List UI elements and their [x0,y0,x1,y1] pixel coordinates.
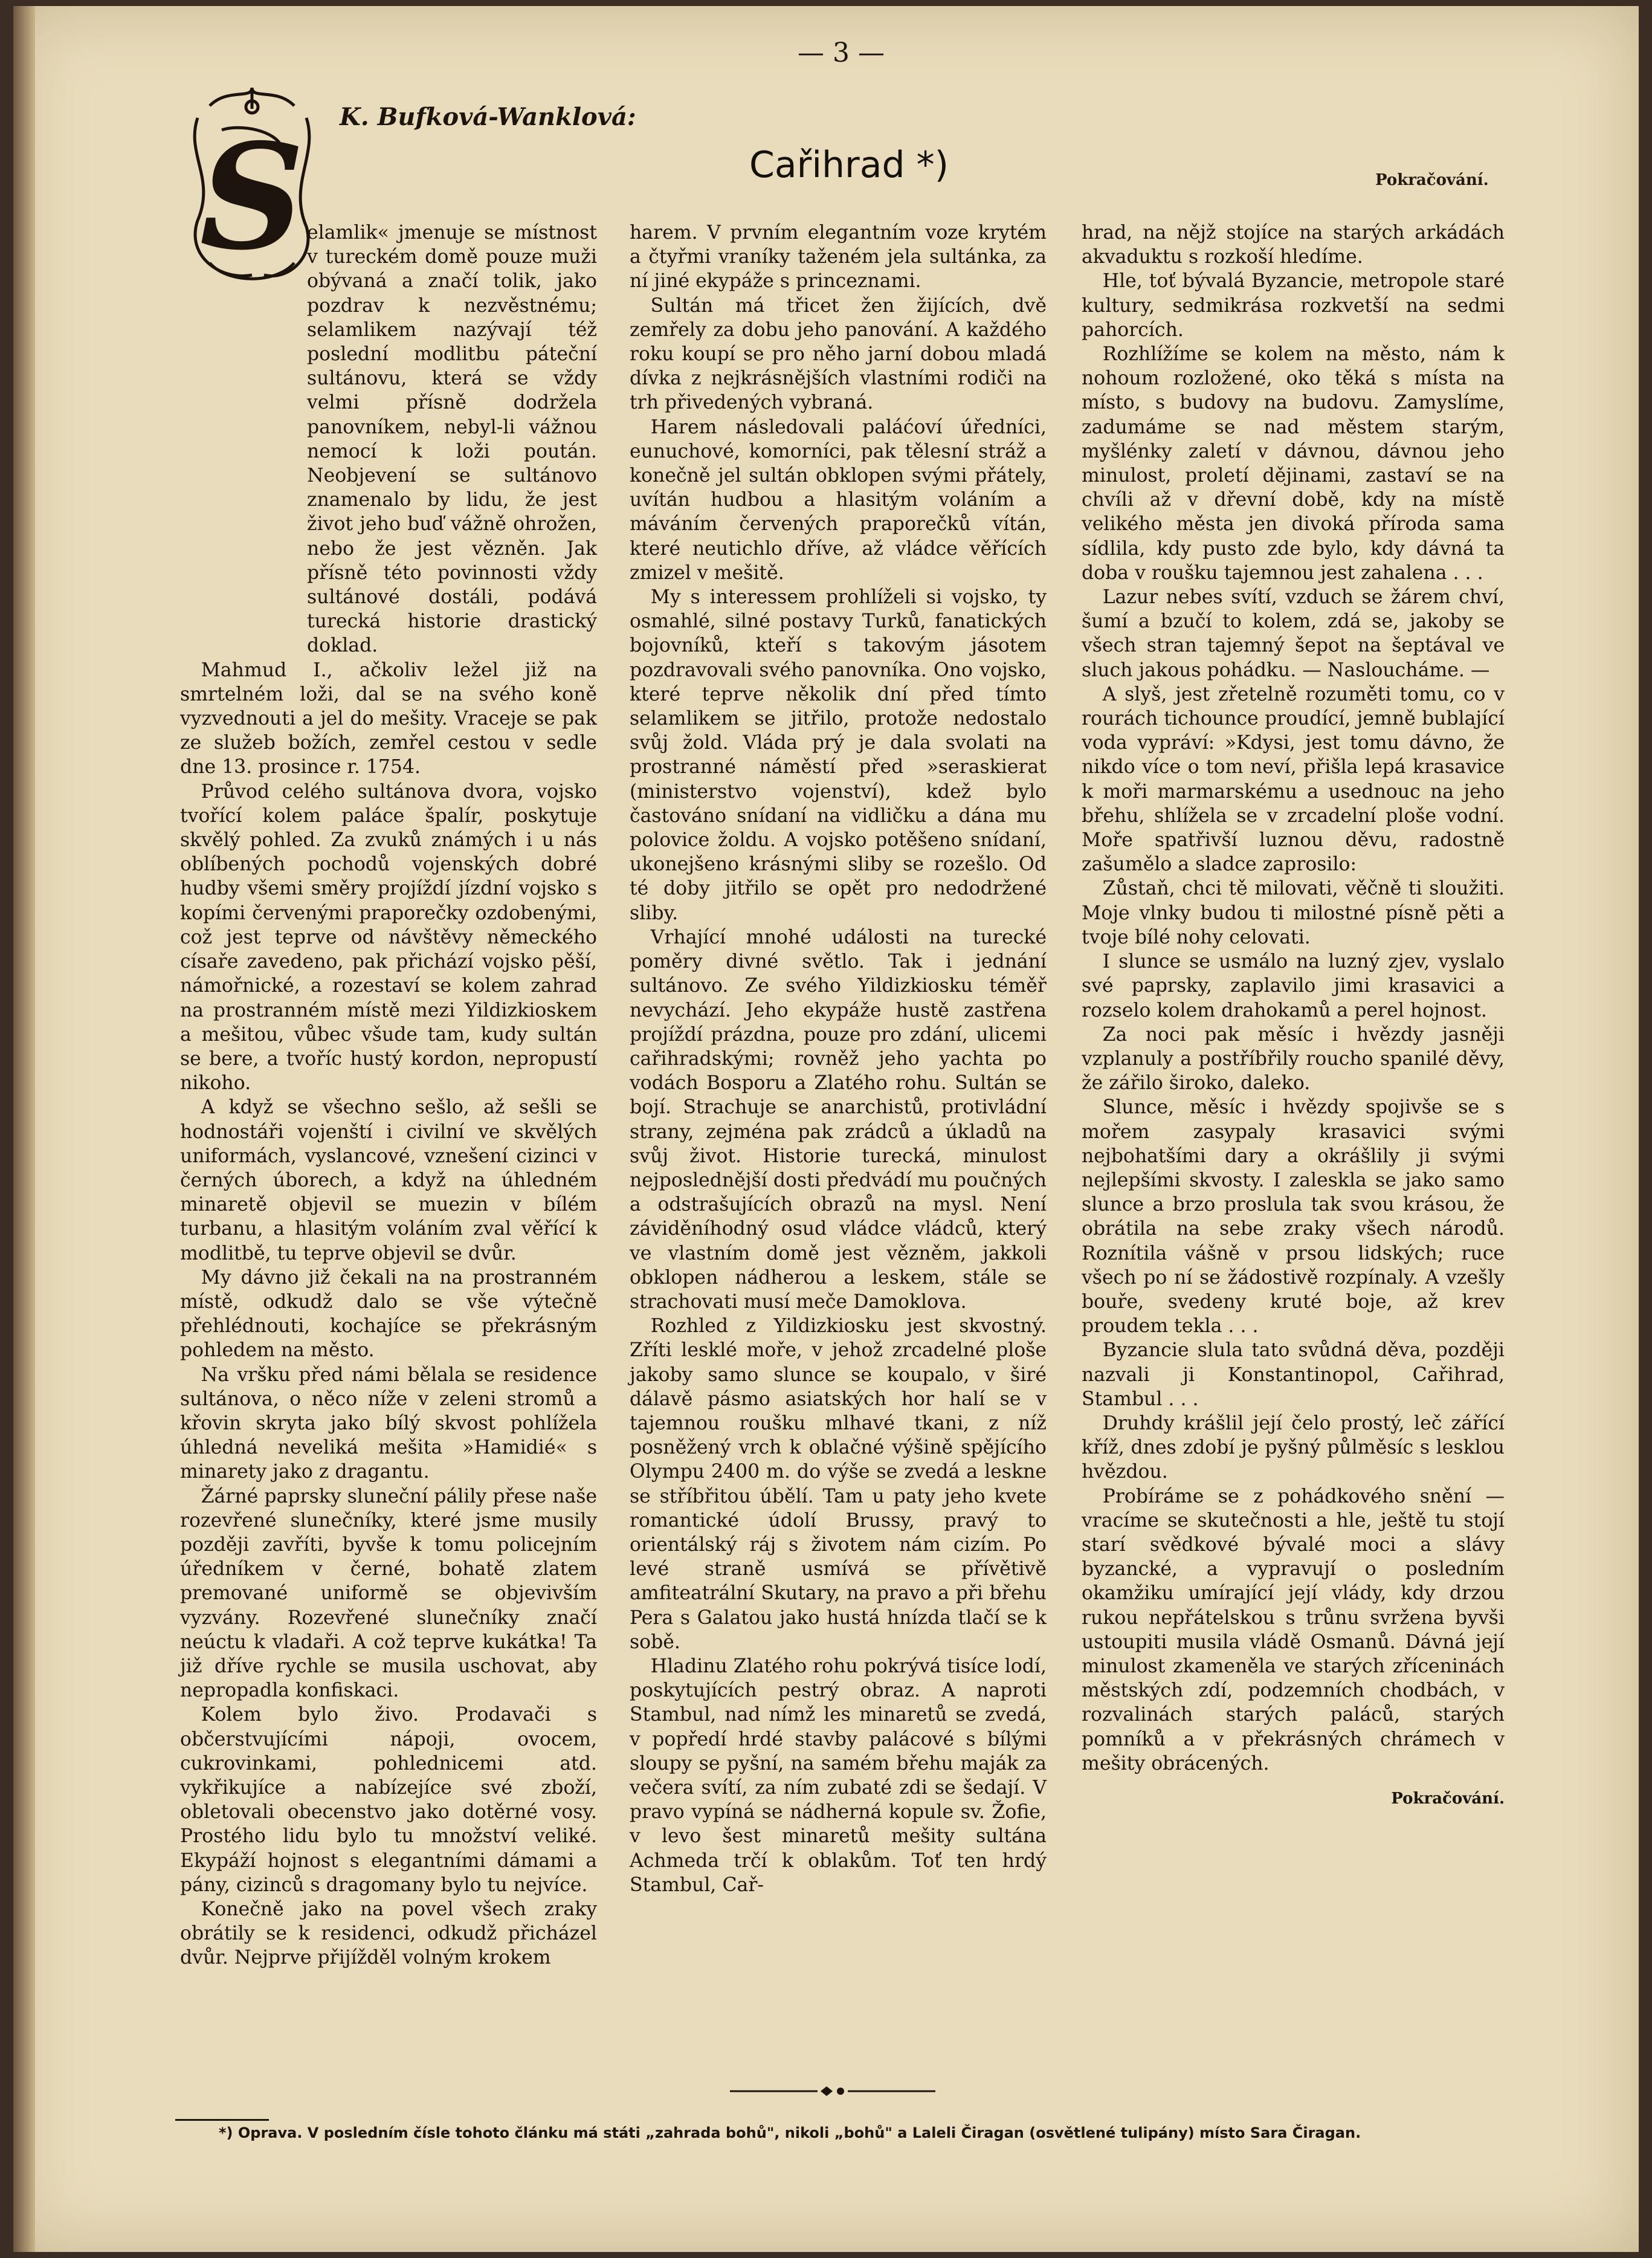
paragraph: Rozhled z Yildizkiosku jest skvostný. Zříti lesklé moře, v jehož zrcadelné ploše jakoby samo slunce se koupalo, v širé dálavě pásmo asiatských hor halí se v tajemnou roušku mlhavé tkani, z níž posněžený vrch k oblačné výšině spějícího Olympu 2400 m. do výše se zvedá a leskne se stříbřitou úbělí. Tam u paty jeho kvete romantické údolí Brussy, pravý to orientálský ráj s životem nám cizím. Po levé straně usmívá se přívětivě amfiteatrální Skutary, na pravo a při břehu Pera s Galatou jako hustá hnízda tlačí se k sobě. [630,1315,1047,1653]
paragraph: Vrhající mnohé události na turecké poměry divné světlo. Tak i jednání sultánovo. Ze svého Yildizkiosku téměř nevychází. Jeho ekypáže hustě zastřena projíždí prázdna, pouze pro zdání, ulicemi cařihradskými; rovněž jeho yachta po vodách Bosporu a Zlatého rohu. Sultán se bojí. Strachuje se anarchistů, protivládní strany, zejména pak zrádců a úkladů na svůj život. Historie turecká, minulost nejposlednější dosti předvádí mu poučných a odstrašujících obrazů na mysl. Není záviděníhodný osud vládce vládců, který ve vlastním domě jest vězněm, jakkoli obklopen nádherou a leskem, stále se strachovati musí meče Damoklova. [630,926,1047,1313]
paragraph: Hladinu Zlatého rohu pokrývá tisíce lodí, poskytujících pestrý obraz. A naproti Stambul, nad nímž les minaretů se zvedá, v popředí hrdé stavby palácové s bílými sloupy se pyšní, na samém břehu maják za večera svítí, za ním zubaté zdi se šedají. V pravo vypíná se nádherná kopule sv. Žofie, v levo šest minaretů mešity sultána Achmeda trčí k oblakům. Toť ten hrdý Stambul, Cař- [630,1655,1047,1896]
paragraph: Hle, toť bývalá Byzancie, metropole staré kultury, sedmikrása rozkvetší na sedmi pahorcích. [1082,270,1505,341]
paragraph: Žárné paprsky sluneční pálily přese naše rozevřené slunečníky, které jsme musily později zavříti, byvše k tomu policejním úředníkem v černé, bohatě zlatem premované uniformě se objevivším vyzvány. Rozevřené slunečníky značí neúctu k vladaři. A což teprve kukátka! Ta již dříve rychle se musila uschovat, aby nepropadla konfiskaci. [180,1485,597,1702]
column-3 [1082,221,1505,1811]
paragraph: Probíráme se z pohádkového snění — vracíme se skutečnosti a hle, ještě tu stojí starí svědkové bývalé moci a slávy byzancké, a vypravují o posledním okamžiku umírající její vlády, kdy drzou rukou nepřátelskou s trůnu svržena byvši ustoupiti musila vládě Osmanů. Dávná její minulost zkameněla ve starých zříceninách městských zdí, podzemních chodbách, v rozvalinách starých paláců, starých pomníků a v překrásných chrámech v mešity obrácených. [1082,1485,1505,1774]
column-2 [630,221,1047,1897]
paragraph: Za noci pak měsíc i hvězdy jasněji vzplanuly a postříbřily roucho spanilé děvy, že zářilo široko, daleko. [1082,1023,1505,1095]
footnote: *) Oprava. V posledním čísle tohoto článku má státi „zahrada bohů", nikoli „bohů" a Laleli Čiragan (osvětlené tulipány) místo Sara Čiragan. [219,2124,1361,2141]
paragraph: A slyš, jest zřetelně rozuměti tomu, co v rourách tichounce proudící, jemně bublající voda vypráví: »Kdysi, jest tomu dávno, že nikdo více o tom neví, přišla lepá krasavice k moři marmarskému a usednouc na jeho břehu, shlížela se v zrcadelní ploše vodní. Moře spatřivší luznou děvu, radostně zašumělo a sladce zaprosilo: [1082,683,1505,876]
paragraph: Kolem bylo živo. Prodavači s občerstvujícími nápoji, ovocem, cukrovinkami, pohlednicemi atd. vykřikujíce a nabízejíce své zboží, obletovali obecenstvo jako dotěrné vosy. Prostého lidu bylo tu množství veliké. Ekypáží hojnost s elegantními dámami a pány, cizinců s dragomany bylo tu nejvíce. [180,1704,597,1896]
paragraph: Na vršku před námi bělala se residence sultánova, o něco níže v zeleni stromů a křovin skryta jako bílý skvost pohlížela úhledná neveliká mešita »Hamidié« s minarety jako z dragantu. [180,1364,597,1483]
paragraph: My dávno již čekali na na prostranném místě, odkudž dalo se vše výtečně přehlédnouti, kochajíce se překrásným pohledem na město. [180,1266,597,1362]
paragraph: harem. V prvním elegantním voze krytém a čtyřmi vraníky taženém jela sultánka, za ní jiné ekypáže s princeznami. [630,222,1047,293]
paragraph: Slunce, měsíc i hvězdy spojivše se s mořem zasypaly krasavici svými nejbohatšími dary a okrášlily ji svými nejlepšími skvosty. I zaleskla se jako samo slunce a brzo proslula tak svou krásou, že obrátila na sebe zraky všech národů. Roznítila vášně v prsou lidských; ruce všech po ní se žádostivě rozpínaly. A vzešly bouře, svedeny kruté boje, až krev proudem tekla . . . [1082,1096,1505,1338]
divider-ornament-icon [730,2079,935,2103]
drop-cap-letter: S [199,112,305,282]
paragraph: My s interessem prohlíželi si vojsko, ty osmahlé, silné postavy Turků, fanatických bojovníků, kteří s takovým jásotem pozdravovali svého panovníka. Ono vojsko, které teprve několik dní před tímto selamlikem se jitřilo, protože nedostalo svůj žold. Vláda prý je dala svolati na prostranné náměstí před »seraskierat (ministerstvo vojenství), kdež bylo častováno snídaní na vidličku a dána mu polovice žoldu. A vojsko potěšeno snídaní, ukonejšeno krásnými sliby se rozešlo. Od té doby jitřilo se opět pro nedodržené sliby. [630,586,1047,924]
paragraph: Konečně jako na povel všech zraky obrátily se k residenci, odkudž přicházel dvůr. Nejprve přijížděl volným krokem [180,1898,597,1969]
paragraph: Mahmud I., ačkoliv ležel již na smrtelném loži, dal se na svého koně vyzvednouti a jel do mešity. Vraceje se pak ze služeb božích, zemřel cestou v sedle dne 13. prosince r. 1754. [180,659,597,778]
continued-label-top: Pokračování. [1375,171,1489,189]
paragraph: Sultán má třicet žen žijících, dvě zemřely za dobu jeho panování. A každého roku koupí se pro něho jarní dobou mladá dívka z nejkrásnějších vlastními rodiči na trh přivedených vybraná. [630,294,1047,414]
paragraph: Průvod celého sultánova dvora, vojsko tvořící kolem paláce špalír, poskytuje skvělý pohled. Za zvuků známých i u nás oblíbených pochodů vojenských dobré hudby všemi směry projíždí jízdní vojsko s kopími červenými praporečky ozdobenými, což jest teprve od návštěvy německého císaře zavedeno, pak přichází vojsko pěší, námořnické, a rozestaví se kolem zahrad na prostranném místě mezi Yildizkioskem a mešitou, vůbec všude tam, kudy sultán se bere, a tvoříc hustý kordon, nepropustí nikoho. [180,780,597,1095]
paragraph: Zůstaň, chci tě milovati, věčně ti sloužiti. Moje vlnky budou ti milostné písně pěti a tvoje bílé nohy celovati. [1082,878,1505,948]
article-title: Cařihrad *) [749,144,949,186]
book-spine-shadow [13,6,35,2252]
paragraph: I slunce se usmálo na luzný zjev, vyslalo své paprsky, zaplavilo jimi krasavici a rozselo kolem drahokamů a perel hojnost. [1082,951,1505,1021]
paragraph: Byzancie slula tato svůdná děva, později nazvali ji Konstantinopol, Cařihrad, Stambul . . . [1082,1339,1505,1410]
paragraph: Lazur nebes svítí, vzduch se žárem chví, šumí a bzučí to kolem, zdá se, jakoby se všech stran tajemný šepot na šeptával ve sluch jakous pohádku. — Nasloucháme. — [1082,586,1505,681]
page-number: — 3 — [798,37,885,68]
page [13,6,1639,2252]
paragraph: hrad, na nějž stojíce na starých arkádách akvaduktu s rozkoší hledíme. [1082,222,1505,268]
lead-paragraph: elamlik« jmenuje se místnost v tureckém domě pouze muži obývaná a značí tolik, jako pozdrav k nezvěstnému; selamlikem nazývají též poslední modlitbu páteční sultánovu, která se vždy velmi přísně dodržela panovníkem, nebyl-li vážnou nemocí k loži poután. Neobjevení se sultánovo znamenalo by lidu, že jest život jeho buď vážně ohrožen, nebo že jest vězněn. Jak přísně této povinnosti vždy sultánové dostáli, podává turecká historie drastický doklad. [307,222,597,657]
article-author: K. Bufková-Wanklová: [340,103,636,131]
column-1 [180,221,597,1970]
continued-label-bottom: Pokračování. [1391,1790,1505,1808]
paragraph: Harem následovali paláćoví úředníci, eunuchové, komorníci, pak tělesní stráž a konečně jel sultán obklopen svými přátely, uvítán hudbou a hlasitým voláním a máváním červených praporečků vítán, které neutichlo dříve, až vládce věřících zmizel v mešitě. [630,416,1047,584]
footnote-rule [175,2119,269,2121]
paragraph: Druhdy krášlil její čelo prostý, leč zářící kříž, dnes zdobí je pyšný půlměsíc s lesklou hvězdou. [1082,1412,1505,1483]
paragraph: A když se všechno sešlo, až sešli se hodnostáři vojenští i civilní ve skvělých uniformách, vyslancové, vznešení cizinci v černých úborech, a když na úhledném minaretě objevil se muezin v bílém turbanu, a hlasitým voláním zval věřící k modlitbě, tu teprve objevil se dvůr. [180,1096,597,1264]
paragraph: Rozhlížíme se kolem na město, nám k nohoum rozložené, oko těká s místa na místo, s budovy na budovu. Zamyslíme, zadumáme se nad městem starým, myšlénky zaletí v dávnou, dávnou jeho minulost, proletí dějinami, zastaví se na chvíli až v dřevní době, kdy na místě velikého města jen divoká příroda sama sídlila, kdy pusto zde bylo, kdy dávná ta doba v roušku tajemnou jest zahalena . . . [1082,343,1505,584]
